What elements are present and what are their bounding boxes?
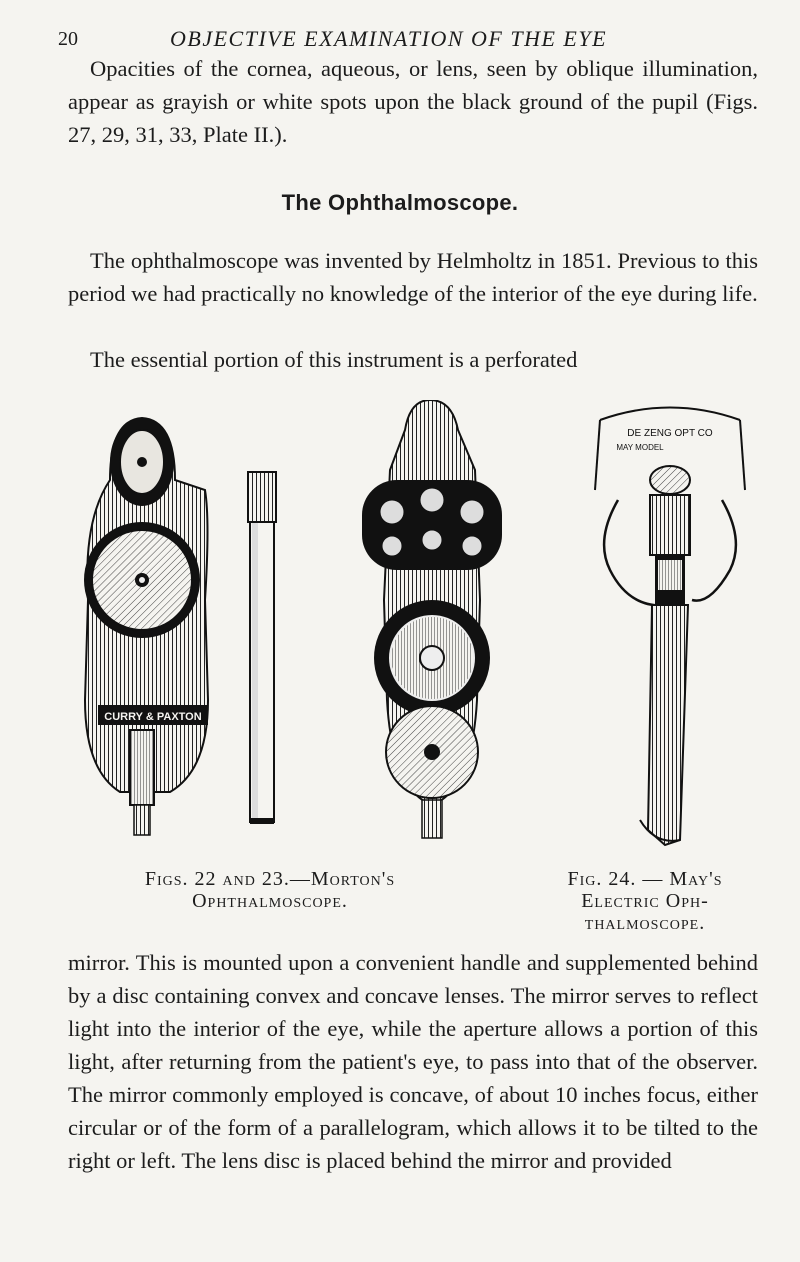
morton-handle bbox=[248, 472, 276, 824]
caption-morton-line-1: Figs. 22 and 23.—Morton's bbox=[144, 868, 396, 890]
may-maker-label: DE ZENG OPT CO bbox=[627, 428, 713, 439]
caption-may-line-3: thalmoscope. bbox=[584, 912, 706, 934]
morton-maker-label: CURRY & PAXTON bbox=[104, 711, 202, 723]
caption-may-line-1: Fig. 24. — May's bbox=[567, 868, 723, 890]
morton-ophthalmoscope-back bbox=[362, 400, 502, 838]
section-heading: The Ophthalmoscope. bbox=[281, 190, 519, 215]
section-paragraph-1: The ophthalmoscope was invented by Helmholtz in 1851. Previous to this period we had practically no knowledge of the interior of the eye during life. bbox=[68, 248, 758, 306]
caption-morton-line-2: Ophthalmoscope. bbox=[192, 890, 348, 912]
figure-area bbox=[80, 400, 760, 860]
caption-may bbox=[535, 868, 755, 934]
ophthalmoscope-illustrations bbox=[80, 400, 760, 860]
may-electric-ophthalmoscope bbox=[595, 405, 745, 845]
morton-ophthalmoscope-front bbox=[84, 418, 208, 835]
caption-may-line-2: Electric Oph- bbox=[581, 890, 709, 912]
continuation-paragraph: mirror. This is mounted upon a convenient handle and supplemented behind by a disc containing convex and concave lenses. The mirror serves to reflect light into the interior of the eye, while the aperture allows a portion of this light, after returning from the patient's eye, to pass into that of the observer. The mirror commonly employed is concave, of about 10 inches focus, either circular or of the form of a parallelogram, which allows it to be tilted to the right or left. The lens disc is placed behind the mirror and provided bbox=[68, 950, 758, 1173]
running-head: OBJECTIVE EXAMINATION OF THE EYE bbox=[170, 26, 608, 51]
may-model-label: MAY MODEL bbox=[616, 443, 664, 452]
caption-morton bbox=[100, 868, 440, 912]
intro-paragraph: Opacities of the cornea, aqueous, or lens, seen by oblique illumination, appear as grayish or white spots upon the black ground of the pupil (Figs. 27, 29, 31, 33, Plate II.). bbox=[68, 56, 758, 147]
page-number: 20 bbox=[58, 28, 78, 50]
section-paragraph-2-start: The essential portion of this instrument is a perforated bbox=[90, 347, 578, 372]
